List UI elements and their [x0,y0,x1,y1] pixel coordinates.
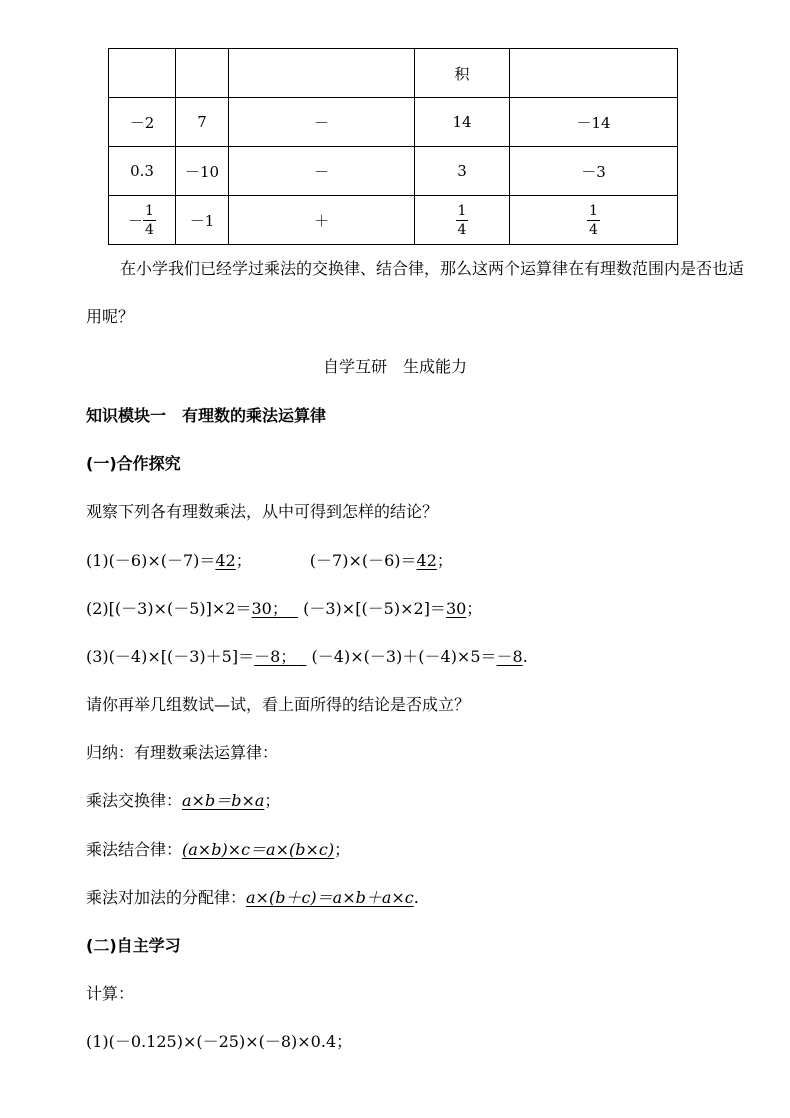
table-cell [415,196,510,245]
section-title: 自学互研 生成能力 [322,357,467,376]
table-cell: ＋ [229,196,415,245]
equation-text: ； [466,599,483,618]
fraction-sign: － [128,211,144,230]
law-punct: ； [264,791,281,810]
fraction-denominator: 4 [145,221,154,238]
table-cell [109,49,176,98]
fraction-denominator: 4 [457,221,467,238]
answer-text: －8； [254,647,297,666]
table-cell: － [229,98,415,147]
law-label: 乘法结合律： [86,840,183,859]
law-commutative [86,788,280,811]
table-cell: 7 [176,98,229,147]
summary-heading: 归纳：有理数乘法运算律： [86,743,279,762]
answer-blank: 30 [445,599,467,618]
equation-1 [86,548,453,571]
fraction-numerator: 1 [457,202,467,219]
equation-text: ； [436,551,453,570]
law-punct: ； [334,840,351,859]
table-cell [109,196,176,245]
fraction-numerator: 1 [145,202,154,219]
calc-label: 计算： [86,984,135,1003]
part2-heading: (二)自主学习 [86,936,181,955]
table-cell: －1 [176,196,229,245]
table-cell: 0.3 [109,147,176,196]
equation-text: (－7)×(－6)＝ [309,551,417,570]
law-formula: (a×b)×c＝a×(b×c) [182,840,335,859]
fraction-denominator: 4 [589,221,598,238]
calc-question-1: (1)(－0.125)×(－25)×(－8)×0.4； [86,1032,353,1051]
fraction [587,202,600,239]
answer-blank [251,599,298,618]
table-cell [510,49,678,98]
answer-text: 30； [251,599,288,618]
equation-text: . [522,647,528,666]
fraction-numerator: 1 [589,202,598,219]
fraction [456,202,469,239]
table-cell [176,49,229,98]
part1-ask: 请你再举几组数试—试，看上面所得的结论是否成立？ [86,695,471,714]
answer-blank [254,647,306,666]
table-cell: －10 [176,147,229,196]
answer-blank: 42 [416,551,437,570]
table-cell: －3 [510,147,678,196]
table-cell: － [229,147,415,196]
law-distributive [86,885,419,908]
table-cell [510,196,678,245]
answer-space [288,599,298,618]
part1-heading: (一)合作探究 [86,454,181,473]
table-cell [229,49,415,98]
law-punct: . [413,888,419,907]
law-formula: a×b＝b×a [182,791,265,810]
equation-text: (2)[(－3)×(－5)]×2＝ [86,599,252,618]
table-header-product: 积 [415,49,510,98]
part1-prompt: 观察下列各有理数乘法，从中可得到怎样的结论？ [86,502,439,521]
equation-3 [86,644,528,667]
law-formula: a×(b＋c)＝a×b＋a×c [246,888,414,907]
equation-2 [86,596,482,619]
equation-text: (－3)×[(－5)×2]＝ [303,599,446,618]
table-cell: 14 [415,98,510,147]
equation-text: (1)(－6)×(－7)＝ [86,551,216,570]
law-label: 乘法对加法的分配律： [86,888,247,907]
equation-text: (－4)×(－3)＋(－4)×5＝ [311,647,497,666]
answer-space [296,647,306,666]
table-row [109,49,678,98]
sign-table [108,48,678,245]
table-cell: 3 [415,147,510,196]
table-row [109,147,678,196]
fraction [143,202,156,239]
answer-blank: －8 [496,647,523,666]
table-cell: －2 [109,98,176,147]
table-cell: －14 [510,98,678,147]
table-row [109,98,678,147]
table-row [109,196,678,245]
law-associative [86,837,350,860]
law-label: 乘法交换律： [86,791,183,810]
answer-blank: 42 [215,551,236,570]
equation-text: ； [235,551,252,570]
module-title: 知识模块一 有理数的乘法运算律 [86,406,327,425]
intro-paragraph: 在小学我们已经学过乘法的交换律、结合律，那么这两个运算律在有理数范围内是否也适用呢？ [86,259,745,326]
equation-text: (3)(－4)×[(－3)＋5]＝ [86,647,255,666]
